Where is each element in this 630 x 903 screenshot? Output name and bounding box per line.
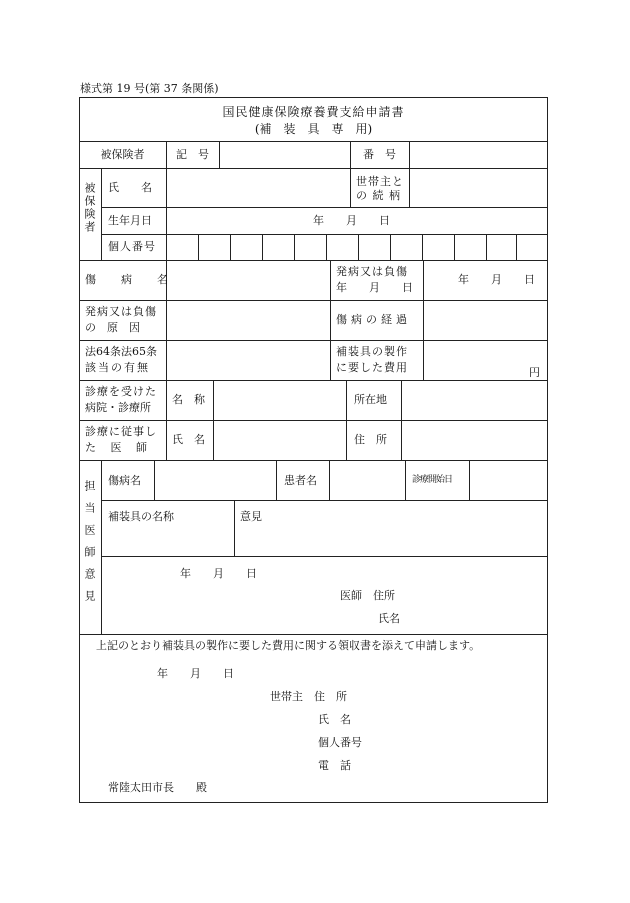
hospital-name-label: 名 称 — [172, 393, 205, 406]
onset-label-line1: 発病又は負傷 — [336, 265, 408, 278]
hospital-label-line2: 病院・診療所 — [85, 401, 151, 414]
cause-label-line1: 発病又は負傷 — [85, 305, 157, 318]
statement-date[interactable]: 年 月 日 — [157, 667, 234, 680]
yen-unit: 円 — [529, 366, 540, 379]
form-subtitle: (補 装 具 専 用) — [254, 122, 373, 136]
cause-label-line2: の 原 因 — [85, 321, 140, 334]
op-disease-field[interactable] — [155, 461, 275, 499]
head-number-label: 個人番号 — [318, 736, 362, 749]
op-start-label: 診療開始日 — [412, 475, 453, 485]
name-label: 氏 名 — [108, 181, 152, 194]
law-field[interactable] — [167, 341, 329, 379]
hospital-label-line1: 診療を受けた — [85, 385, 157, 398]
hospital-name-field[interactable] — [214, 381, 345, 419]
op-disease-label: 傷病名 — [108, 474, 141, 487]
cause-field[interactable] — [167, 301, 329, 339]
relation-label-line1: 世帯主と — [356, 175, 404, 188]
insured-label: 被保険者 — [100, 148, 145, 161]
relation-field[interactable] — [410, 169, 547, 206]
birth-value[interactable]: 年 月 日 — [313, 214, 390, 227]
op-doctor-name-label: 氏名 — [378, 612, 400, 625]
cost-field[interactable] — [424, 341, 524, 379]
hospital-address-label: 所在地 — [354, 393, 387, 406]
onset-label-line2: 年 月 日 — [336, 281, 413, 294]
head-name-label: 氏 名 — [318, 713, 351, 726]
birth-label: 生年月日 — [108, 214, 152, 227]
op-doctor-address-label: 医師 住所 — [340, 589, 395, 602]
doctor-name-field[interactable] — [214, 421, 345, 459]
doctor-label-line1: 診療に従事し — [85, 425, 157, 438]
number-field[interactable] — [410, 142, 547, 167]
op-opinion-label: 意見 — [240, 510, 262, 523]
op-date[interactable]: 年 月 日 — [180, 567, 257, 580]
doctor-label-line2: た 医 師 — [85, 441, 147, 454]
form-number: 様式第 19 号(第 37 条関係) — [80, 82, 219, 95]
mynumber-label: 個人番号 — [108, 240, 156, 253]
onset-value[interactable]: 年 月 日 — [458, 273, 535, 286]
cost-label-line1: 補装具の製作 — [336, 345, 408, 358]
course-label: 傷病の経過 — [336, 313, 411, 326]
name-field[interactable] — [167, 169, 349, 206]
op-opinion-field[interactable] — [235, 501, 547, 555]
op-patient-field[interactable] — [330, 461, 404, 499]
number-label: 番 号 — [363, 148, 396, 161]
course-field[interactable] — [424, 301, 547, 339]
relation-label-line2: の 続 柄 — [356, 189, 401, 202]
head-address-label: 世帯主 住 所 — [270, 690, 347, 703]
law-label-line2: 該当の有無 — [85, 361, 150, 374]
doctor-name-label: 氏 名 — [172, 433, 205, 446]
op-patient-label: 患者名 — [284, 474, 317, 487]
symbol-label: 記 号 — [176, 148, 209, 161]
hospital-address-field[interactable] — [402, 381, 547, 419]
op-device-label: 補装具の名称 — [108, 510, 174, 523]
insured-side-label: 被保険者 — [83, 182, 96, 234]
illness-label: 傷 病 名 — [85, 273, 169, 286]
illness-field[interactable] — [167, 261, 329, 299]
form-title: 国民健康保険療養費支給申請書 — [222, 105, 405, 119]
statement-text: 上記のとおり補装具の製作に要した費用に関する領収書を添えて申請します。 — [96, 639, 481, 652]
addressee: 常陸太田市長 殿 — [108, 781, 207, 794]
symbol-field[interactable] — [220, 142, 349, 167]
doctor-address-label: 住 所 — [354, 433, 387, 446]
head-tel-label: 電 話 — [318, 759, 351, 772]
law-label-line1: 法64条法65条 — [85, 345, 157, 358]
op-start-field[interactable] — [470, 461, 547, 499]
doctor-address-field[interactable] — [402, 421, 547, 459]
cost-label-line2: に要した費用 — [336, 361, 408, 374]
opinion-side-label: 担当医師意見 — [83, 480, 96, 612]
